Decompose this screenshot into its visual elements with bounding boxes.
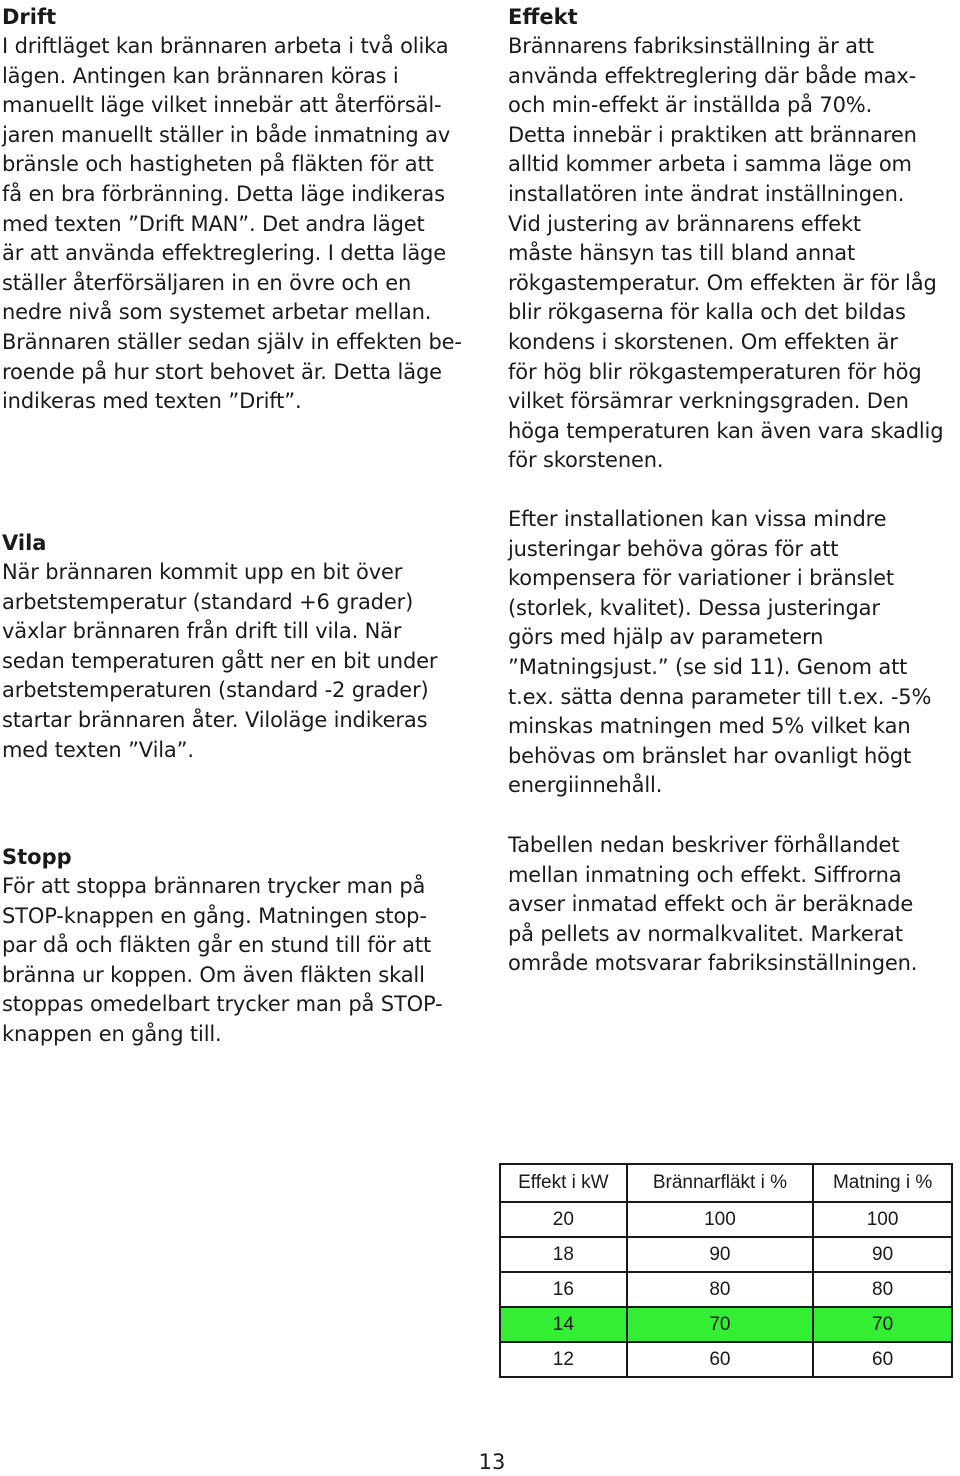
stopp-heading: Stopp — [2, 845, 72, 869]
table-cell: 100 — [627, 1202, 814, 1237]
table-row — [500, 1237, 952, 1272]
effekt-heading: Effekt — [508, 5, 578, 29]
table-cell: 80 — [627, 1272, 814, 1307]
table-cell: 60 — [813, 1342, 952, 1377]
stopp-section — [2, 842, 462, 1050]
table-cell: 100 — [813, 1202, 952, 1237]
vila-text: När brännaren kommit upp en bit över arbetstemperatur (standard +6 grader) växlar brännaren från drift till vila. När sedan temperaturen gått ner en bit under arbetstemperaturen (standard -2 grader) startar brännaren åter. Viloläge indikeras med texten ”Vila”. — [2, 560, 438, 762]
table-intro-text: Tabellen nedan beskriver förhållandet mellan inmatning och effekt. Siffrorna avser inmatad effekt och är beräknade på pellets av normalkvalitet. Markerat område motsvarar fabriksinställningen. — [508, 833, 918, 976]
table-cell: 16 — [500, 1272, 627, 1307]
table-cell: 18 — [500, 1237, 627, 1272]
table-cell: 14 — [500, 1307, 627, 1342]
table-header-effekt: Effekt i kW — [500, 1164, 627, 1202]
table-intro-section — [508, 831, 953, 979]
table-row — [500, 1342, 952, 1377]
table-header-row — [500, 1164, 952, 1202]
table-cell: 12 — [500, 1342, 627, 1377]
table-header-flakt: Brännarfläkt i % — [627, 1164, 814, 1202]
justering-text: Efter installationen kan vissa mindre justeringar behöva göras för att kompensera för variationer i bränslet (storlek, kvalitet). Dessa justeringar görs med hjälp av parametern ”Matningsjust.” (se sid 11). Genom att t.ex. sätta denna parameter till t.ex. -5% minskas matningen med 5% vilket kan behövas om bränslet har ovanligt högt energiinnehåll. — [508, 507, 932, 798]
left-column — [2, 2, 462, 417]
table-row — [500, 1272, 952, 1307]
drift-heading: Drift — [2, 5, 57, 29]
table-cell: 60 — [627, 1342, 814, 1377]
stopp-text: För att stoppa brännaren trycker man på STOP-knappen en gång. Matningen stop- par då och fläkten går en stund till för att bränna ur koppen. Om även fläkten skall stoppas omedelbart trycker man på STOP- knappen en gång till. — [2, 874, 443, 1046]
effect-table — [499, 1163, 953, 1378]
page-number: 13 — [478, 1450, 506, 1474]
drift-text: I driftläget kan brännaren arbeta i två olika lägen. Antingen kan brännaren köras i manuellt läge vilket innebär att återförsäl- jaren manuellt ställer in både inmatning av bränsle och hastigheten på fläkten för att få en bra förbränning. Detta läge indikeras med texten ”Drift MAN”. Det andra läget är att använda effektreglering. I detta läge ställer återförsäljaren in en övre och en nedre nivå som systemet arbetar mellan. Brännaren ställer sedan själv in effekten be- roende på hur stort behovet är. Detta läge indikeras med texten ”Drift”. — [2, 34, 462, 414]
table-cell: 70 — [813, 1307, 952, 1342]
table-cell: 80 — [813, 1272, 952, 1307]
vila-section — [2, 528, 462, 765]
table-cell: 70 — [627, 1307, 814, 1342]
table-row-highlighted — [500, 1307, 952, 1342]
table-cell: 90 — [813, 1237, 952, 1272]
table-cell: 20 — [500, 1202, 627, 1237]
table-cell: 90 — [627, 1237, 814, 1272]
effekt-section — [508, 2, 953, 476]
table-row — [500, 1202, 952, 1237]
effekt-text: Brännarens fabriksinställning är att använda effektreglering där både max- och min-effekt är inställda på 70%. Detta innebär i praktiken att brännaren alltid kommer arbeta i samma läge om installatören inte ändrat inställningen. Vid justering av brännarens effekt måste hänsyn tas till bland annat rökgastemperatur. Om effekten är för låg blir rökgaserna för kalla och det bildas kondens i skorstenen. Om effekten är för hög blir rökgastemperaturen för hög vilket försämrar verkningsgraden. Den höga temperaturen kan även vara skadlig för skorstenen. — [508, 34, 944, 473]
justering-section — [508, 505, 953, 801]
vila-heading: Vila — [2, 531, 47, 555]
table-header-matning: Matning i % — [813, 1164, 952, 1202]
